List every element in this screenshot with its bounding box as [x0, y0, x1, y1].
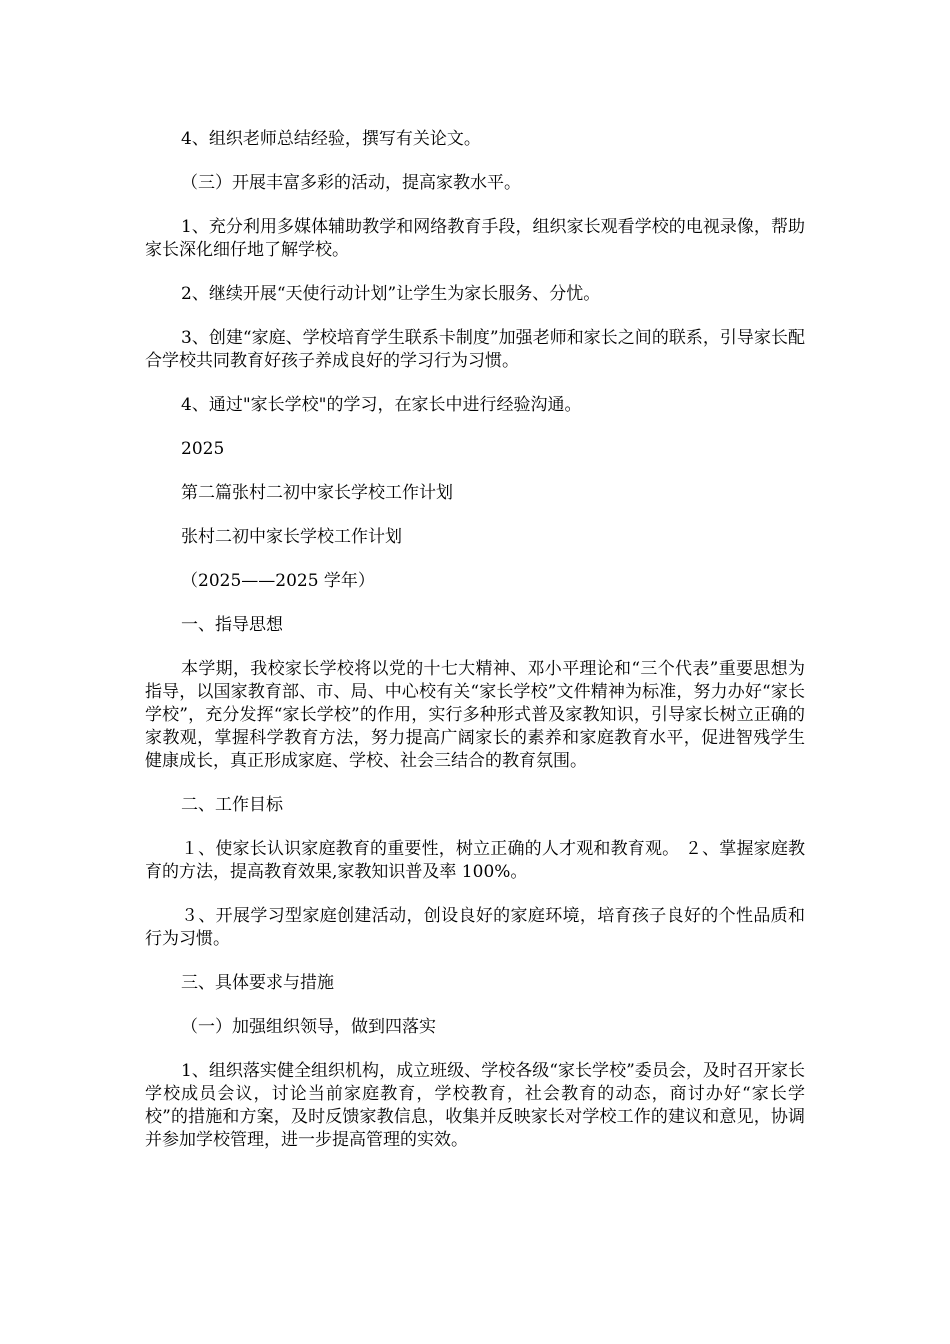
paragraph: １、使家长认识家庭教育的重要性，树立正确的人才观和教育观。 ２、掌握家庭教育的方法，提高教育效果,家教知识普及率 100%。: [145, 839, 805, 882]
paragraph: 1、充分利用多媒体辅助教学和网络教育手段，组织家长观看学校的电视录像，帮助家长深化细仔地了解学校。: [145, 217, 805, 260]
paragraph: 1、组织落实健全组织机构，成立班级、学校各级“家长学校”委员会，及时召开家长学校成员会议，讨论当前家庭教育，学校教育，社会教育的动态，商讨办好“家长学校”的措施和方案，及时反馈家教信息，收集并反映家长对学校工作的建议和意见，协调并参加学校管理，进一步提高管理的实效。: [145, 1061, 805, 1150]
year-line: 2025: [181, 439, 225, 459]
chapter-title: 第二篇张村二初中家长学校工作计划: [181, 483, 453, 503]
section-heading: 三、具体要求与措施: [181, 973, 334, 993]
section-heading: （三）开展丰富多彩的活动，提高家教水平。: [181, 173, 521, 193]
paragraph: 4、组织老师总结经验，撰写有关论文。: [181, 129, 481, 149]
document-body: [145, 128, 805, 1173]
paragraph: 3、创建“家庭、学校培育学生联系卡制度”加强老师和家长之间的联系，引导家长配合学校共同教育好孩子养成良好的学习行为习惯。: [145, 328, 805, 371]
section-heading: （一）加强组织领导，做到四落实: [181, 1017, 436, 1037]
paragraph: 4、通过"家长学校"的学习，在家长中进行经验沟通。: [181, 395, 582, 415]
document-title: 张村二初中家长学校工作计划: [181, 527, 402, 547]
section-heading: 二、工作目标: [181, 795, 283, 815]
school-year: （2025——2025 学年）: [181, 571, 375, 591]
paragraph: ３、开展学习型家庭创建活动，创设良好的家庭环境，培育孩子良好的个性品质和行为习惯。: [145, 906, 805, 949]
paragraph: 本学期，我校家长学校将以党的十七大精神、邓小平理论和“三个代表”重要思想为指导，以国家教育部、市、局、中心校有关“家长学校”文件精神为标准，努力办好“家长学校”，充分发挥“家长学校”的作用，实行多种形式普及家教知识，引导家长树立正确的家教观，掌握科学教育方法，努力提高广阔家长的素养和家庭教育水平，促进智残学生健康成长，真正形成家庭、学校、社会三结合的教育氛围。: [145, 659, 805, 771]
paragraph: 2、继续开展“天使行动计划”让学生为家长服务、分忧。: [181, 284, 601, 304]
section-heading: 一、指导思想: [181, 615, 283, 635]
